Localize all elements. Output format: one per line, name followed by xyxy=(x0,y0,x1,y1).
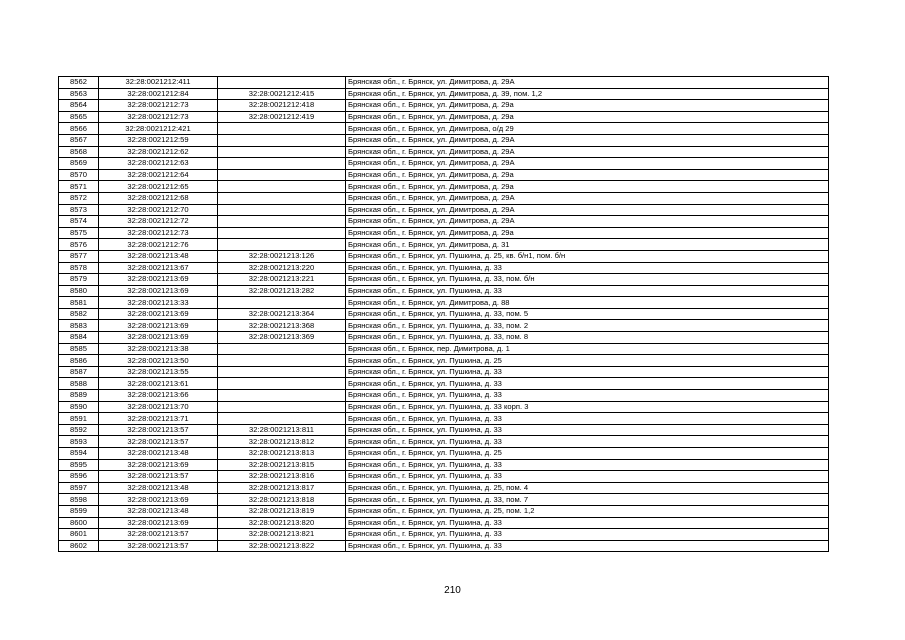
parent-cadastral-number-cell: 32:28:0021213:369 xyxy=(218,332,346,344)
address-cell: Брянская обл., г. Брянск, ул. Димитрова, д. 29А xyxy=(346,204,829,216)
address-cell: Брянская обл., г. Брянск, ул. Димитрова, д. 29А xyxy=(346,192,829,204)
record-number-cell: 8568 xyxy=(59,146,99,158)
address-cell: Брянская обл., г. Брянск, ул. Пушкина, д. 25 xyxy=(346,448,829,460)
address-cell: Брянская обл., г. Брянск, ул. Пушкина, д. 33, пом. 2 xyxy=(346,320,829,332)
table-row xyxy=(59,297,829,309)
address-cell: Брянская обл., г. Брянск, ул. Пушкина, д. 25, пом. 4 xyxy=(346,482,829,494)
table-row xyxy=(59,216,829,228)
cadastral-number-cell: 32:28:0021212:421 xyxy=(99,123,218,135)
table-row xyxy=(59,401,829,413)
record-number-cell: 8599 xyxy=(59,505,99,517)
address-cell: Брянская обл., г. Брянск, ул. Пушкина, д. 33 xyxy=(346,390,829,402)
parent-cadastral-number-cell: 32:28:0021213:817 xyxy=(218,482,346,494)
address-cell: Брянская обл., г. Брянск, ул. Димитрова, д. 29А xyxy=(346,216,829,228)
address-cell: Брянская обл., г. Брянск, ул. Пушкина, д. 33 xyxy=(346,517,829,529)
record-number-cell: 8574 xyxy=(59,216,99,228)
parent-cadastral-number-cell xyxy=(218,146,346,158)
address-cell: Брянская обл., г. Брянск, ул. Димитрова, д. 29А xyxy=(346,134,829,146)
record-number-cell: 8563 xyxy=(59,88,99,100)
cadastral-number-cell: 32:28:0021213:50 xyxy=(99,355,218,367)
record-number-cell: 8576 xyxy=(59,239,99,251)
parent-cadastral-number-cell: 32:28:0021213:815 xyxy=(218,459,346,471)
parent-cadastral-number-cell xyxy=(218,343,346,355)
table-row xyxy=(59,158,829,170)
cadastral-number-cell: 32:28:0021212:76 xyxy=(99,239,218,251)
record-number-cell: 8575 xyxy=(59,227,99,239)
cadastral-number-cell: 32:28:0021213:70 xyxy=(99,401,218,413)
table-row xyxy=(59,448,829,460)
parent-cadastral-number-cell: 32:28:0021213:812 xyxy=(218,436,346,448)
address-cell: Брянская обл., г. Брянск, ул. Димитрова, д. 31 xyxy=(346,239,829,251)
cadastral-number-cell: 32:28:0021213:33 xyxy=(99,297,218,309)
parent-cadastral-number-cell: 32:28:0021213:364 xyxy=(218,308,346,320)
parent-cadastral-number-cell xyxy=(218,216,346,228)
cadastral-number-cell: 32:28:0021213:69 xyxy=(99,320,218,332)
record-number-cell: 8594 xyxy=(59,448,99,460)
table-row xyxy=(59,204,829,216)
table-row xyxy=(59,181,829,193)
table-row xyxy=(59,366,829,378)
parent-cadastral-number-cell xyxy=(218,158,346,170)
parent-cadastral-number-cell xyxy=(218,123,346,135)
register-table xyxy=(58,76,829,552)
cadastral-number-cell: 32:28:0021213:69 xyxy=(99,332,218,344)
table-row xyxy=(59,436,829,448)
record-number-cell: 8577 xyxy=(59,250,99,262)
cadastral-number-cell: 32:28:0021213:69 xyxy=(99,494,218,506)
cadastral-number-cell: 32:28:0021212:411 xyxy=(99,77,218,89)
address-cell: Брянская обл., г. Брянск, ул. Пушкина, д. 25, кв. б/н1, пом. б/н xyxy=(346,250,829,262)
cadastral-number-cell: 32:28:0021213:38 xyxy=(99,343,218,355)
table-row xyxy=(59,123,829,135)
record-number-cell: 8593 xyxy=(59,436,99,448)
address-cell: Брянская обл., г. Брянск, ул. Димитрова, д. 39, пом. 1,2 xyxy=(346,88,829,100)
cadastral-number-cell: 32:28:0021213:55 xyxy=(99,366,218,378)
record-number-cell: 8587 xyxy=(59,366,99,378)
record-number-cell: 8586 xyxy=(59,355,99,367)
cadastral-number-cell: 32:28:0021213:48 xyxy=(99,505,218,517)
register-table-body xyxy=(59,77,829,552)
table-row xyxy=(59,239,829,251)
cadastral-number-cell: 32:28:0021213:69 xyxy=(99,285,218,297)
record-number-cell: 8601 xyxy=(59,529,99,541)
record-number-cell: 8591 xyxy=(59,413,99,425)
cadastral-number-cell: 32:28:0021213:48 xyxy=(99,482,218,494)
record-number-cell: 8564 xyxy=(59,100,99,112)
record-number-cell: 8602 xyxy=(59,540,99,552)
table-row xyxy=(59,100,829,112)
parent-cadastral-number-cell xyxy=(218,204,346,216)
record-number-cell: 8600 xyxy=(59,517,99,529)
table-row xyxy=(59,111,829,123)
parent-cadastral-number-cell: 32:28:0021213:126 xyxy=(218,250,346,262)
parent-cadastral-number-cell: 32:28:0021213:811 xyxy=(218,424,346,436)
record-number-cell: 8585 xyxy=(59,343,99,355)
address-cell: Брянская обл., г. Брянск, ул. Пушкина, д. 33 xyxy=(346,540,829,552)
address-cell: Брянская обл., г. Брянск, ул. Пушкина, д. 33, пом. 8 xyxy=(346,332,829,344)
parent-cadastral-number-cell: 32:28:0021212:415 xyxy=(218,88,346,100)
address-cell: Брянская обл., г. Брянск, ул. Димитрова, д. 29а xyxy=(346,169,829,181)
address-cell: Брянская обл., г. Брянск, ул. Пушкина, д. 33 xyxy=(346,471,829,483)
parent-cadastral-number-cell xyxy=(218,169,346,181)
record-number-cell: 8570 xyxy=(59,169,99,181)
record-number-cell: 8590 xyxy=(59,401,99,413)
table-row xyxy=(59,227,829,239)
table-row xyxy=(59,192,829,204)
address-cell: Брянская обл., г. Брянск, ул. Димитрова, о/д 29 xyxy=(346,123,829,135)
record-number-cell: 8582 xyxy=(59,308,99,320)
cadastral-number-cell: 32:28:0021212:73 xyxy=(99,100,218,112)
parent-cadastral-number-cell: 32:28:0021213:282 xyxy=(218,285,346,297)
cadastral-number-cell: 32:28:0021213:69 xyxy=(99,274,218,286)
record-number-cell: 8588 xyxy=(59,378,99,390)
table-row xyxy=(59,482,829,494)
address-cell: Брянская обл., г. Брянск, ул. Димитрова, д. 29А xyxy=(346,77,829,89)
parent-cadastral-number-cell xyxy=(218,413,346,425)
parent-cadastral-number-cell xyxy=(218,227,346,239)
cadastral-number-cell: 32:28:0021212:65 xyxy=(99,181,218,193)
parent-cadastral-number-cell xyxy=(218,378,346,390)
parent-cadastral-number-cell xyxy=(218,192,346,204)
record-number-cell: 8581 xyxy=(59,297,99,309)
table-row xyxy=(59,250,829,262)
cadastral-number-cell: 32:28:0021213:67 xyxy=(99,262,218,274)
table-row xyxy=(59,459,829,471)
cadastral-number-cell: 32:28:0021212:63 xyxy=(99,158,218,170)
table-row xyxy=(59,308,829,320)
address-cell: Брянская обл., г. Брянск, ул. Пушкина, д. 33 xyxy=(346,285,829,297)
cadastral-number-cell: 32:28:0021213:57 xyxy=(99,424,218,436)
record-number-cell: 8562 xyxy=(59,77,99,89)
address-cell: Брянская обл., г. Брянск, ул. Пушкина, д. 33 xyxy=(346,378,829,390)
table-row xyxy=(59,285,829,297)
record-number-cell: 8578 xyxy=(59,262,99,274)
parent-cadastral-number-cell: 32:28:0021213:821 xyxy=(218,529,346,541)
address-cell: Брянская обл., г. Брянск, ул. Пушкина, д. 33 xyxy=(346,262,829,274)
cadastral-number-cell: 32:28:0021212:73 xyxy=(99,227,218,239)
record-number-cell: 8580 xyxy=(59,285,99,297)
record-number-cell: 8572 xyxy=(59,192,99,204)
cadastral-number-cell: 32:28:0021212:73 xyxy=(99,111,218,123)
table-row xyxy=(59,424,829,436)
table-row xyxy=(59,471,829,483)
record-number-cell: 8598 xyxy=(59,494,99,506)
parent-cadastral-number-cell: 32:28:0021213:368 xyxy=(218,320,346,332)
cadastral-number-cell: 32:28:0021213:61 xyxy=(99,378,218,390)
cadastral-number-cell: 32:28:0021212:72 xyxy=(99,216,218,228)
cadastral-number-cell: 32:28:0021212:64 xyxy=(99,169,218,181)
table-row xyxy=(59,529,829,541)
record-number-cell: 8573 xyxy=(59,204,99,216)
address-cell: Брянская обл., г. Брянск, ул. Димитрова, д. 29а xyxy=(346,111,829,123)
parent-cadastral-number-cell xyxy=(218,366,346,378)
parent-cadastral-number-cell: 32:28:0021212:418 xyxy=(218,100,346,112)
record-number-cell: 8596 xyxy=(59,471,99,483)
table-row xyxy=(59,274,829,286)
address-cell: Брянская обл., г. Брянск, ул. Димитрова, д. 29а xyxy=(346,100,829,112)
page-number: 210 xyxy=(444,585,461,596)
address-cell: Брянская обл., г. Брянск, ул. Димитрова, д. 29А xyxy=(346,146,829,158)
cadastral-number-cell: 32:28:0021212:68 xyxy=(99,192,218,204)
cadastral-number-cell: 32:28:0021212:59 xyxy=(99,134,218,146)
table-row xyxy=(59,413,829,425)
table-row xyxy=(59,390,829,402)
address-cell: Брянская обл., г. Брянск, ул. Пушкина, д. 25 xyxy=(346,355,829,367)
address-cell: Брянская обл., г. Брянск, ул. Пушкина, д. 33 xyxy=(346,436,829,448)
cadastral-number-cell: 32:28:0021213:57 xyxy=(99,529,218,541)
address-cell: Брянская обл., г. Брянск, ул. Димитрова, д. 29а xyxy=(346,181,829,193)
table-row xyxy=(59,320,829,332)
parent-cadastral-number-cell: 32:28:0021213:816 xyxy=(218,471,346,483)
address-cell: Брянская обл., г. Брянск, ул. Димитрова, д. 29а xyxy=(346,227,829,239)
parent-cadastral-number-cell xyxy=(218,401,346,413)
table-row xyxy=(59,343,829,355)
address-cell: Брянская обл., г. Брянск, пер. Димитрова, д. 1 xyxy=(346,343,829,355)
address-cell: Брянская обл., г. Брянск, ул. Пушкина, д. 33 xyxy=(346,413,829,425)
parent-cadastral-number-cell xyxy=(218,181,346,193)
address-cell: Брянская обл., г. Брянск, ул. Пушкина, д. 33 корп. 3 xyxy=(346,401,829,413)
cadastral-number-cell: 32:28:0021213:57 xyxy=(99,436,218,448)
table-row xyxy=(59,134,829,146)
address-cell: Брянская обл., г. Брянск, ул. Пушкина, д. 33, пом. 7 xyxy=(346,494,829,506)
table-row xyxy=(59,355,829,367)
address-cell: Брянская обл., г. Брянск, ул. Пушкина, д. 33, пом. б/н xyxy=(346,274,829,286)
cadastral-number-cell: 32:28:0021212:84 xyxy=(99,88,218,100)
address-cell: Брянская обл., г. Брянск, ул. Димитрова, д. 29А xyxy=(346,158,829,170)
address-cell: Брянская обл., г. Брянск, ул. Димитрова, д. 88 xyxy=(346,297,829,309)
parent-cadastral-number-cell: 32:28:0021213:813 xyxy=(218,448,346,460)
parent-cadastral-number-cell: 32:28:0021213:822 xyxy=(218,540,346,552)
record-number-cell: 8592 xyxy=(59,424,99,436)
address-cell: Брянская обл., г. Брянск, ул. Пушкина, д. 33, пом. 5 xyxy=(346,308,829,320)
table-row xyxy=(59,517,829,529)
table-row xyxy=(59,540,829,552)
cadastral-number-cell: 32:28:0021212:70 xyxy=(99,204,218,216)
record-number-cell: 8567 xyxy=(59,134,99,146)
cadastral-number-cell: 32:28:0021213:69 xyxy=(99,517,218,529)
cadastral-number-cell: 32:28:0021213:48 xyxy=(99,448,218,460)
record-number-cell: 8569 xyxy=(59,158,99,170)
parent-cadastral-number-cell xyxy=(218,390,346,402)
parent-cadastral-number-cell xyxy=(218,297,346,309)
record-number-cell: 8571 xyxy=(59,181,99,193)
record-number-cell: 8595 xyxy=(59,459,99,471)
parent-cadastral-number-cell: 32:28:0021213:220 xyxy=(218,262,346,274)
parent-cadastral-number-cell: 32:28:0021213:820 xyxy=(218,517,346,529)
parent-cadastral-number-cell: 32:28:0021213:819 xyxy=(218,505,346,517)
record-number-cell: 8589 xyxy=(59,390,99,402)
cadastral-number-cell: 32:28:0021212:62 xyxy=(99,146,218,158)
record-number-cell: 8583 xyxy=(59,320,99,332)
table-row xyxy=(59,378,829,390)
cadastral-number-cell: 32:28:0021213:69 xyxy=(99,308,218,320)
address-cell: Брянская обл., г. Брянск, ул. Пушкина, д. 33 xyxy=(346,366,829,378)
record-number-cell: 8566 xyxy=(59,123,99,135)
parent-cadastral-number-cell xyxy=(218,77,346,89)
cadastral-number-cell: 32:28:0021213:71 xyxy=(99,413,218,425)
record-number-cell: 8579 xyxy=(59,274,99,286)
cadastral-number-cell: 32:28:0021213:57 xyxy=(99,471,218,483)
table-row xyxy=(59,77,829,89)
record-number-cell: 8565 xyxy=(59,111,99,123)
cadastral-number-cell: 32:28:0021213:48 xyxy=(99,250,218,262)
table-row xyxy=(59,146,829,158)
table-row xyxy=(59,494,829,506)
address-cell: Брянская обл., г. Брянск, ул. Пушкина, д. 33 xyxy=(346,529,829,541)
cadastral-number-cell: 32:28:0021213:69 xyxy=(99,459,218,471)
cadastral-number-cell: 32:28:0021213:66 xyxy=(99,390,218,402)
parent-cadastral-number-cell: 32:28:0021212:419 xyxy=(218,111,346,123)
parent-cadastral-number-cell: 32:28:0021213:818 xyxy=(218,494,346,506)
table-row xyxy=(59,505,829,517)
parent-cadastral-number-cell xyxy=(218,134,346,146)
address-cell: Брянская обл., г. Брянск, ул. Пушкина, д. 33 xyxy=(346,424,829,436)
address-cell: Брянская обл., г. Брянск, ул. Пушкина, д. 25, пом. 1,2 xyxy=(346,505,829,517)
address-cell: Брянская обл., г. Брянск, ул. Пушкина, д. 33 xyxy=(346,459,829,471)
parent-cadastral-number-cell xyxy=(218,355,346,367)
parent-cadastral-number-cell: 32:28:0021213:221 xyxy=(218,274,346,286)
record-number-cell: 8597 xyxy=(59,482,99,494)
table-row xyxy=(59,88,829,100)
table-row xyxy=(59,262,829,274)
record-number-cell: 8584 xyxy=(59,332,99,344)
table-row xyxy=(59,332,829,344)
parent-cadastral-number-cell xyxy=(218,239,346,251)
cadastral-number-cell: 32:28:0021213:57 xyxy=(99,540,218,552)
table-row xyxy=(59,169,829,181)
